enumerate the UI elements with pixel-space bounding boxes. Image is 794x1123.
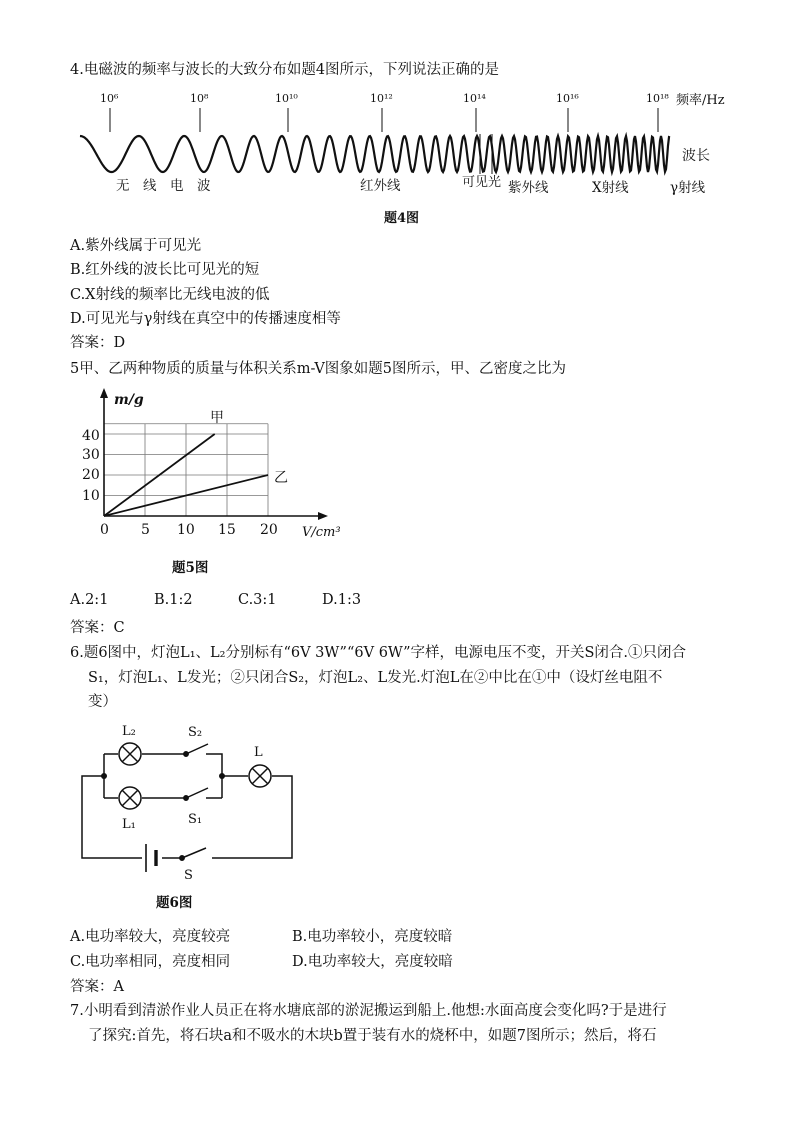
freq-axis-label: 频率/Hz [676, 93, 725, 108]
q6-option-d: D.电功率较大，亮度较暗 [292, 954, 453, 970]
band-gamma: γ射线 [670, 180, 706, 196]
label-l: L [254, 745, 263, 760]
fig6-caption: 题6图 [156, 895, 193, 911]
chart-grid [104, 424, 268, 516]
fig5-caption: 题5图 [172, 560, 209, 576]
q6-stem-line1: 6.题6图中，灯泡L₁、L₂分别标有“6V 3W”“6V 6W”字样，电源电压不变，开关S闭合.①只闭合 [70, 645, 687, 661]
q6-stem-line3: 变） [88, 694, 117, 710]
junction-right [219, 773, 225, 779]
band-xray: X射线 [592, 180, 629, 196]
freq-tick-7: 10¹⁸ [646, 92, 669, 105]
switch-s1 [184, 788, 208, 800]
q4-option-d: D.可见光与γ射线在真空中的传播速度相等 [70, 311, 341, 327]
battery [146, 844, 156, 872]
series-label-jia: 甲 [210, 410, 224, 426]
band-radio: 无 线 电 波 [116, 178, 211, 194]
q6-option-a: A.电功率较大，亮度较亮 [70, 929, 231, 945]
wave-label: 波长 [682, 148, 710, 164]
q5-stem: 5甲、乙两种物质的质量与体积关系m-V图象如题5图所示，甲、乙密度之比为 [70, 361, 567, 377]
q5-option-d: D.1:3 [322, 592, 362, 608]
lamp-l1 [119, 787, 141, 809]
x-tick-10: 10 [177, 522, 195, 538]
freq-tick-1: 10⁶ [100, 92, 119, 105]
label-s2: S₂ [188, 725, 203, 740]
freq-tick-3: 10¹⁰ [275, 92, 298, 105]
y-tick-40: 40 [82, 428, 100, 444]
fig4-caption: 题4图 [384, 211, 420, 226]
q4-answer: 答案：D [70, 335, 126, 351]
freq-tick-4: 10¹² [370, 92, 393, 105]
q5-option-c: C.3:1 [238, 592, 277, 608]
q4-option-a: A.紫外线属于可见光 [70, 238, 202, 254]
q6-stem-line2: S₁，灯泡L₁、L发光；②只闭合S₂，灯泡L₂、L发光.灯泡L在②中比在①中（设灯丝电阻不 [88, 670, 663, 686]
x-tick-labels [100, 522, 278, 538]
label-s: S [184, 868, 193, 883]
q5-option-a: A.2:1 [70, 592, 109, 608]
freq-tick-2: 10⁸ [190, 92, 209, 105]
junction-left [101, 773, 107, 779]
switch-s2 [184, 744, 208, 756]
m-v-chart [76, 388, 366, 583]
em-spectrum-figure [70, 82, 740, 232]
q7-line1: 7.小明看到清淤作业人员正在将水塘底部的淤泥搬运到船上.他想:水面高度会变化吗?于是进行 [70, 1003, 667, 1019]
band-ultraviolet: 紫外线 [508, 180, 549, 196]
lamp-l [249, 765, 271, 787]
q5-answer: 答案：C [70, 620, 125, 636]
freq-ticks [100, 92, 669, 132]
y-tick-10: 10 [82, 488, 100, 504]
band-visible: 可见光 [462, 175, 502, 190]
x-tick-0: 0 [100, 522, 109, 538]
y-tick-20: 20 [82, 467, 100, 483]
band-infrared: 红外线 [360, 178, 401, 194]
q4-stem: 4.电磁波的频率与波长的大致分布如题4图所示，下列说法正确的是 [70, 62, 500, 78]
x-axis-label: V/cm³ [302, 525, 341, 540]
q6-answer: 答案：A [70, 979, 124, 995]
q6-option-b: B.电功率较小，亮度较暗 [292, 929, 453, 945]
label-s1: S₁ [188, 812, 203, 827]
circuit-wires [82, 754, 292, 858]
freq-tick-5: 10¹⁴ [463, 92, 486, 105]
q5-options [70, 592, 361, 608]
freq-tick-6: 10¹⁶ [556, 92, 579, 105]
label-l2: L₂ [122, 724, 136, 739]
lamp-l2 [119, 743, 141, 765]
q4-option-c: C.X射线的频率比无线电波的低 [70, 287, 270, 303]
y-tick-30: 30 [82, 447, 100, 463]
q7-line2: 了探究:首先，将石块a和不吸水的木块b置于装有水的烧杯中，如题7图所示；然后，将石 [88, 1028, 657, 1044]
x-tick-15: 15 [218, 522, 236, 538]
label-l1: L₁ [122, 817, 136, 832]
series-label-yi: 乙 [274, 470, 288, 486]
wave-curve [80, 136, 670, 172]
q6-option-c: C.电功率相同，亮度相同 [70, 954, 231, 970]
x-tick-5: 5 [141, 522, 150, 538]
q4-option-b: B.红外线的波长比可见光的短 [70, 262, 260, 278]
q5-option-b: B.1:2 [154, 592, 193, 608]
switch-s [180, 848, 206, 860]
y-tick-labels [82, 428, 100, 504]
y-axis-label: m/g [114, 392, 144, 408]
circuit-figure [76, 716, 306, 912]
x-tick-20: 20 [260, 522, 278, 538]
